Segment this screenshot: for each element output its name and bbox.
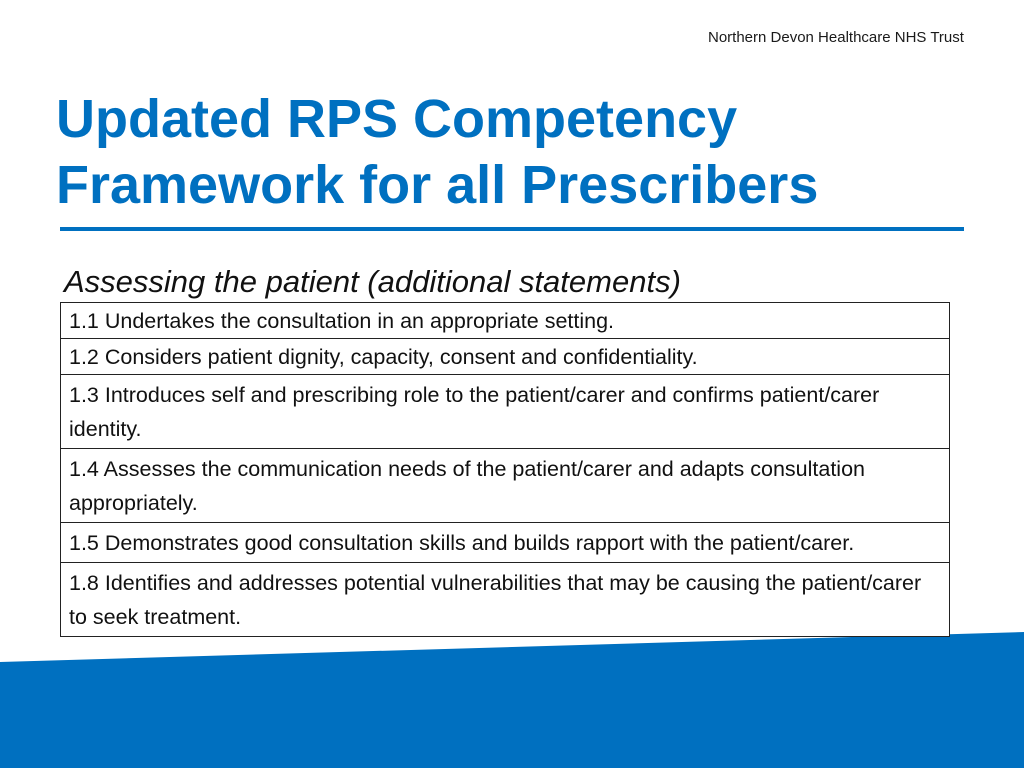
- section-heading: Assessing the patient (additional statements): [64, 264, 681, 299]
- table-row: [61, 449, 950, 523]
- footer-band-shape: [0, 632, 1024, 768]
- table-row: [61, 523, 950, 563]
- competency-cell: 1.8 Identifies and addresses potential vulnerabilities that may be causing the patient/carer to seek treatment.: [61, 563, 950, 637]
- table-row: [61, 303, 950, 339]
- slide-title: Updated RPS Competency Framework for all Prescribers: [56, 89, 819, 215]
- table-row: [61, 339, 950, 375]
- organization-name: Northern Devon Healthcare NHS Trust: [708, 29, 964, 46]
- competency-cell: 1.5 Demonstrates good consultation skills and builds rapport with the patient/carer.: [61, 523, 950, 563]
- table-row: [61, 563, 950, 637]
- competency-cell: 1.1 Undertakes the consultation in an appropriate setting.: [61, 303, 950, 339]
- competency-cell: 1.3 Introduces self and prescribing role to the patient/carer and confirms patient/carer identity.: [61, 375, 950, 449]
- competency-table: [60, 302, 950, 637]
- table-row: [61, 375, 950, 449]
- competency-cell: 1.4 Assesses the communication needs of the patient/carer and adapts consultation appropriately.: [61, 449, 950, 523]
- competency-cell: 1.2 Considers patient dignity, capacity, consent and confidentiality.: [61, 339, 950, 375]
